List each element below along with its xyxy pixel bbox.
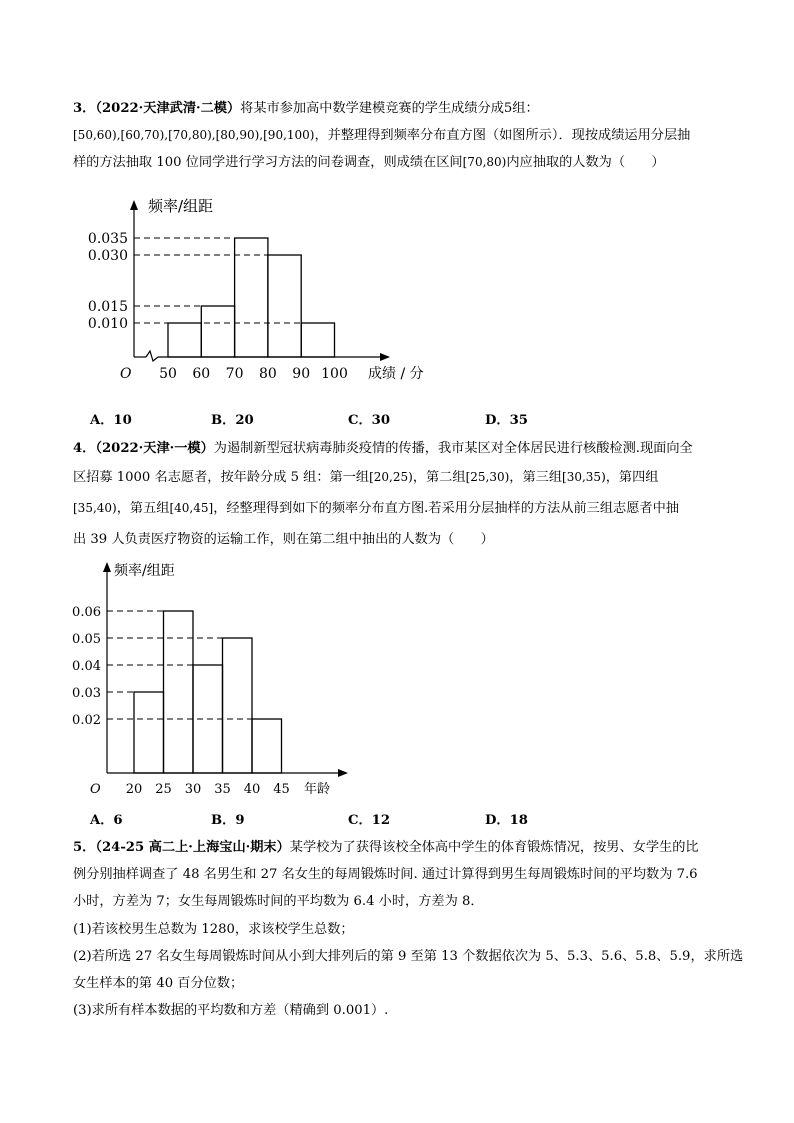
y-tick-label: 0.010 — [87, 316, 128, 332]
histogram-bar-25 — [164, 611, 194, 773]
q4-text-1: 为遏制新型冠状病毒肺炎疫情的传播，我市某区对全体居民进行核酸检测.现面向全 — [213, 441, 693, 456]
q3-source: （2022·天津武清·二模） — [95, 101, 241, 116]
q4-text-2c: ，第三组 — [509, 470, 563, 485]
y-axis-arrow — [103, 562, 111, 572]
q3-text-3b: 内应抽取的人数为（ ） — [506, 155, 665, 170]
x-tick-label: 30 — [184, 782, 202, 797]
q4-group-1: [20,25) — [369, 470, 413, 484]
q4-text-3a: ，第五组 — [116, 501, 170, 516]
q4-text-4: 出 39 人负责医疗物资的运输工作，则在第二组中抽出的人数为（ ） — [73, 532, 494, 547]
q3-option-c: C．30 — [348, 413, 391, 428]
q5-part-1-text: (1)若该校男生总数为 1280，求该校学生总数； — [73, 922, 354, 937]
q3-text-2: ，并整理得到频率分布直方图（如图所示）．现按成绩运用分层抽 — [314, 128, 691, 143]
x-tick-label: 90 — [292, 366, 311, 382]
y-tick-label: 0.030 — [87, 248, 128, 264]
x-tick-label: 25 — [155, 782, 172, 797]
y-tick-label: 0.04 — [72, 659, 101, 674]
q5-part-2-text-b: 女生样本的第 40 百分位数； — [73, 976, 244, 991]
q5-line-3 — [73, 890, 484, 909]
y-tick-label: 0.02 — [72, 713, 101, 728]
x-tick-label: 20 — [125, 782, 143, 797]
q5-line-2 — [73, 863, 698, 882]
q4-option-c: C．12 — [348, 813, 391, 828]
q5-text-2: 例分别抽样调查了 48 名男生和 27 名女生的每周锻炼时间. 通过计算得到男生每周锻炼时间的平均数为 7.6 — [73, 867, 698, 882]
q3-option-a: A．10 — [90, 413, 132, 428]
q5-part-3-text: (3)求所有样本数据的平均数和方差（精确到 0.001）. — [73, 1003, 389, 1018]
y-axis-title: 频率/组距 — [114, 563, 175, 579]
q5-source: （24-25 高二上·上海宝山·期末） — [95, 840, 290, 855]
q4-text-2b: ，第二组 — [412, 470, 466, 485]
q3-option-b: B．20 — [211, 413, 254, 428]
histogram-bar-35 — [223, 638, 253, 773]
x-tick-label: 35 — [214, 782, 231, 797]
q4-group-2: [25,30) — [465, 470, 510, 484]
x-axis-title: 年龄 — [304, 782, 331, 797]
x-tick-label: 45 — [273, 782, 290, 797]
q5-part-2-text-a: (2)若所选 27 名女生每周锻炼时间从小到大排列后的第 9 至第 13 个数据依次为 5、5.3、5.6、5.8、5.9，求所选 — [73, 949, 744, 964]
q4-group-5: [40,45] — [169, 501, 214, 515]
q3-text-1: 将某市参加高中数学建模竞赛的学生成绩分成5组： — [240, 101, 539, 116]
q5-part-3 — [73, 999, 388, 1018]
histogram-bar-40 — [252, 719, 282, 773]
x-axis-title: 成绩 / 分 — [368, 366, 424, 382]
q3-option-d: D．35 — [485, 413, 528, 428]
q5-part-2-line-2 — [73, 972, 243, 991]
histogram-bar-20 — [134, 692, 164, 773]
q5-part-1 — [73, 918, 354, 937]
origin-label: O — [120, 366, 132, 382]
q4-group-4: [35,40) — [73, 501, 117, 515]
q4-number: 4． — [73, 441, 96, 456]
q3-text-3a: 样的方法抽取 100 位同学进行学习方法的问卷调查，则成绩在区间 — [73, 155, 463, 170]
q5-text-3: 小时，方差为 7；女生每周锻炼时间的平均数为 6.4 小时，方差为 8． — [73, 894, 484, 909]
origin-label: O — [90, 782, 101, 797]
q5-line-1 — [73, 836, 699, 855]
y-tick-label: 0.06 — [72, 605, 101, 620]
q3-intervals: [50,60),[60,70),[70,80),[80,90),[90,100) — [73, 128, 315, 142]
q4-group-3: [30,35) — [562, 470, 606, 484]
q4-option-d: D．18 — [485, 813, 528, 828]
x-tick-label: 60 — [192, 366, 211, 382]
x-tick-label: 40 — [243, 782, 261, 797]
q3-number: 3． — [73, 101, 96, 116]
y-tick-label: 0.05 — [72, 632, 101, 647]
q5-number: 5． — [73, 840, 96, 855]
x-tick-label: 80 — [258, 366, 277, 382]
q5-text-1: 某学校为了获得该校全体高中学生的体育锻炼情况，按男、女学生的比 — [289, 840, 699, 855]
q5-part-2-line-1 — [73, 945, 743, 964]
q4-text-3b: ，经整理得到如下的频率分布直方图.若采用分层抽样的方法从前三组志愿者中抽 — [213, 501, 679, 516]
y-tick-label: 0.03 — [72, 686, 101, 701]
y-axis-title: 频率/组距 — [148, 197, 214, 215]
x-tick-label: 70 — [225, 366, 244, 382]
q3-interval-70-80: [70,80) — [462, 155, 507, 169]
x-tick-label: 100 — [321, 366, 348, 382]
x-axis-arrow — [338, 769, 348, 777]
q4-source: （2022·天津·一模） — [95, 441, 214, 456]
y-tick-label: 0.035 — [87, 231, 128, 247]
q4-option-a: A．6 — [90, 813, 123, 828]
q4-text-2a: 区招募 1000 名志愿者，按年龄分成 5 组：第一组 — [73, 470, 370, 485]
y-tick-label: 0.015 — [87, 299, 128, 315]
q4-text-2d: ，第四组 — [605, 470, 659, 485]
q4-option-b: B．9 — [211, 813, 245, 828]
x-tick-label: 50 — [159, 366, 177, 382]
